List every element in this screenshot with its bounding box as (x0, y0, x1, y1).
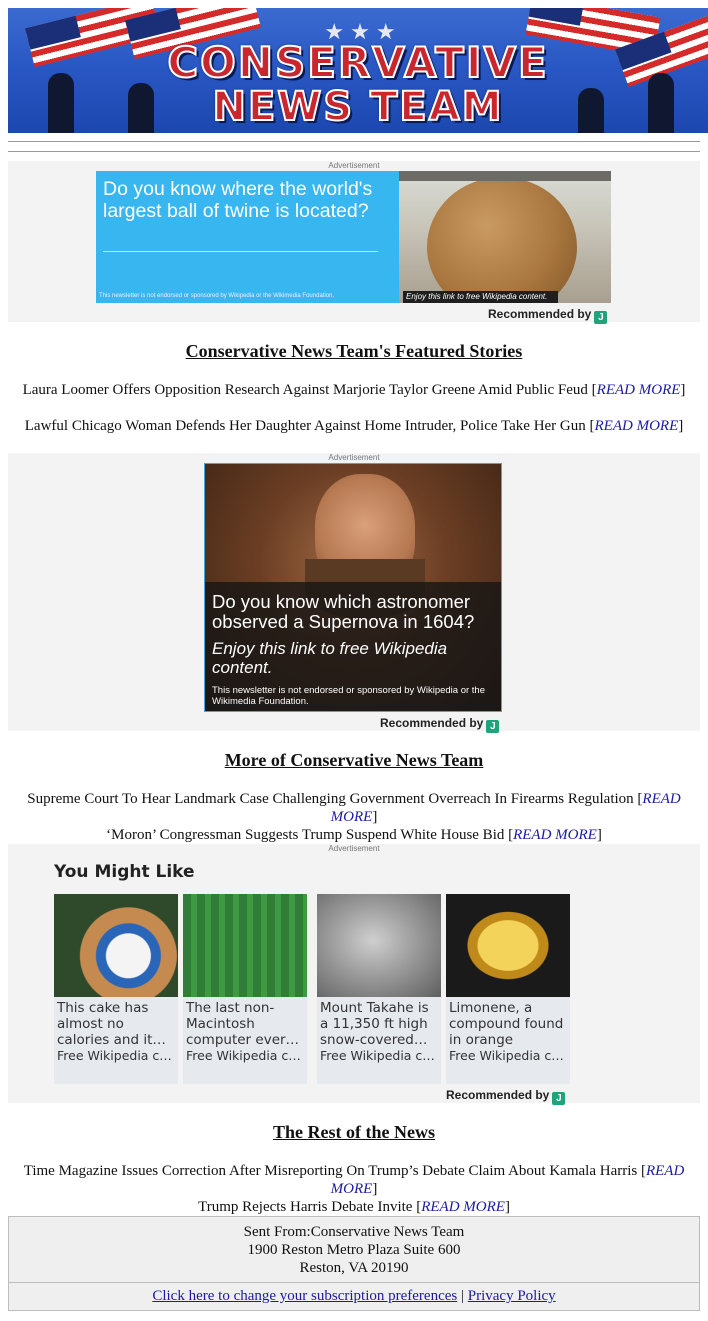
ad-disclaimer: This newsletter is not endorsed or sponsored by Wikipedia or the Wikimedia Foundation. (99, 293, 335, 299)
twine-ball-shape (427, 177, 577, 303)
divider (8, 141, 700, 142)
ad-headline: Do you know which astronomer observed a Supernova in 1604? (212, 591, 475, 632)
featured-heading: Conservative News Team's Featured Stories (185, 341, 523, 361)
ad-headline: Do you know where the world's largest ball of twine is located? (103, 178, 373, 222)
story-item (8, 417, 700, 435)
read-more-link[interactable]: READ MORE (330, 1163, 685, 1197)
recommended-by[interactable] (446, 1088, 565, 1105)
recommendation-card[interactable] (446, 894, 570, 1084)
read-more-link[interactable]: READ MORE (594, 418, 679, 434)
story-title: Laura Loomer Offers Opposition Research Against Marjorie Taylor Greene Amid Public Feud [ (22, 382, 597, 398)
recommended-label: Recommended by (446, 1088, 550, 1102)
story-title: ‘Moron’ Congressman Suggests Trump Suspend White House Bid [ (106, 827, 514, 843)
recommended-by[interactable] (380, 716, 499, 733)
divider (8, 151, 700, 152)
ad-block-1 (8, 161, 700, 322)
card-source: Free Wikipedia c… (186, 1048, 301, 1063)
header-banner (8, 8, 708, 133)
story-title: Lawful Chicago Woman Defends Her Daughter Against Home Intruder, Police Take Her Gun [ (24, 418, 595, 434)
twine-ball-image (399, 171, 611, 303)
story-title: Trump Rejects Harris Debate Invite [ (198, 1199, 422, 1215)
read-more-link[interactable]: READ MORE (596, 382, 681, 398)
card-caption: Limonene, a compound found in orange (449, 1000, 564, 1048)
recommended-by[interactable] (488, 307, 607, 324)
read-more-link[interactable]: READ MORE (421, 1199, 505, 1215)
you-might-like-title: You Might Like (54, 862, 195, 882)
recommendation-card[interactable] (54, 894, 178, 1084)
story-title: Supreme Court To Hear Landmark Case Challenging Government Overreach In Firearms Regulation [ (27, 791, 643, 807)
read-more-link[interactable]: READ MORE (330, 791, 681, 825)
story-title: Time Magazine Issues Correction After Misreporting On Trump’s Debate Claim About Kamala Harris [ (23, 1163, 646, 1179)
story-item (8, 790, 700, 826)
recommended-label: Recommended by (488, 307, 592, 321)
card-image (446, 894, 570, 997)
card-source: Free Wikipedia c… (449, 1048, 564, 1063)
address-line-2: Reston, VA 20190 (299, 1260, 409, 1276)
ad-label: Advertisement (328, 844, 380, 853)
ad-twine-link[interactable] (96, 171, 611, 303)
ad-disclaimer: This newsletter is not endorsed or sponsored by Wikipedia or the Wikimedia Foundation. (212, 685, 485, 707)
bracket: ] (678, 418, 684, 434)
recommender-logo-icon: J (486, 720, 499, 733)
card-caption: Mount Takahe is a 11,350 ft high snow-covered… (320, 1000, 429, 1048)
story-item (8, 826, 700, 844)
ad-label: Advertisement (328, 161, 380, 170)
story-item (8, 381, 700, 399)
ad-block-3 (8, 844, 700, 1103)
card-caption: This cake has almost no calories and it… (57, 1000, 166, 1048)
stars-decoration: ★★★ (324, 20, 402, 45)
recommended-label: Recommended by (380, 716, 484, 730)
recommendation-card[interactable] (183, 894, 307, 1084)
bracket: ] (504, 1199, 510, 1215)
roof-shape (399, 171, 611, 181)
subscription-preferences-link[interactable]: Click here to change your subscription preferences (152, 1288, 458, 1304)
story-item (8, 1162, 700, 1198)
rest-heading: The Rest of the News (273, 1122, 435, 1142)
privacy-policy-link[interactable]: Privacy Policy (467, 1288, 556, 1304)
footer-links (8, 1282, 700, 1311)
footer-address (8, 1216, 700, 1288)
card-source: Free Wikipedia c… (57, 1048, 172, 1063)
ad-astronomer-link[interactable] (204, 463, 502, 712)
story-item (8, 1198, 700, 1216)
ad-label: Advertisement (328, 453, 380, 462)
bracket: ] (372, 809, 378, 825)
ad-block-2 (8, 453, 700, 731)
bracket: ] (680, 382, 686, 398)
card-source: Free Wikipedia c… (320, 1048, 435, 1063)
address-line-1: 1900 Reston Metro Plaza Suite 600 (247, 1242, 461, 1258)
banner-title-line1: CONSERVATIVE (167, 38, 549, 87)
ad-cta: Enjoy this link to free Wikipedia content. (212, 639, 448, 677)
card-image (317, 894, 441, 997)
card-image (54, 894, 178, 997)
recommender-logo-icon: J (552, 1092, 565, 1105)
sent-from: Sent From:Conservative News Team (243, 1224, 465, 1240)
ad-cta: Enjoy this link to free Wikipedia content. (403, 291, 558, 303)
read-more-link[interactable]: READ MORE (513, 827, 597, 843)
card-image (183, 894, 307, 997)
ad-rule (103, 251, 378, 252)
banner-title-line2: NEWS TEAM (212, 84, 504, 130)
bracket: ] (596, 827, 602, 843)
recommender-logo-icon: J (594, 311, 607, 324)
bracket: ] (372, 1181, 378, 1197)
card-caption: The last non-Macintosh computer ever… (186, 1000, 300, 1048)
link-separator: | (460, 1288, 464, 1304)
more-heading: More of Conservative News Team (224, 750, 484, 770)
recommendation-card[interactable] (317, 894, 441, 1084)
